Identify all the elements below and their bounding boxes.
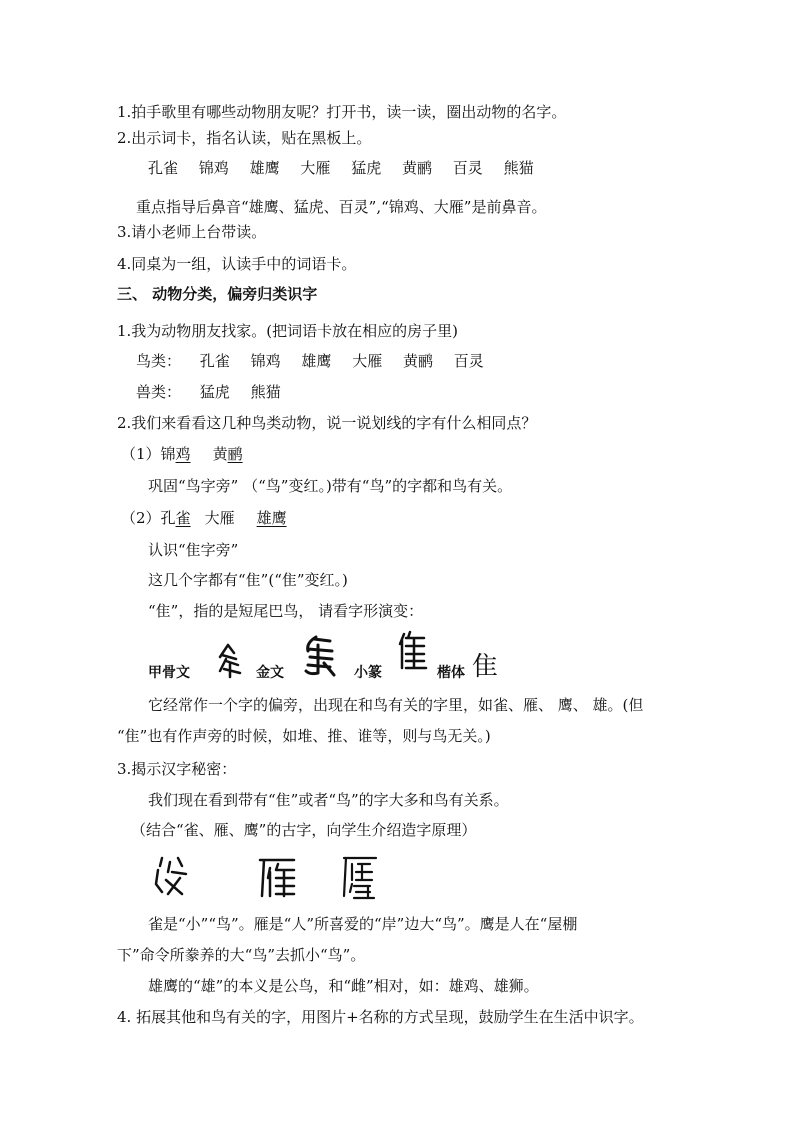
word-card-list bbox=[148, 158, 534, 178]
ancient-yan-glyph-icon bbox=[256, 854, 298, 900]
paragraph-line: 它经常作一个字的偏旁，出现在和鸟有关的字里，如雀、雁、 鹰、 雄。(但 bbox=[148, 696, 644, 714]
evo-label-seal: 小篆 bbox=[354, 665, 382, 681]
bird-category-row bbox=[136, 351, 484, 371]
paragraph-line: 1.我为动物朋友找家。(把词语卡放在相应的房子里) bbox=[117, 322, 459, 340]
paragraph-line: “隹”，指的是短尾巴鸟， 请看字形演变： bbox=[148, 602, 424, 620]
section-heading: 三、 动物分类，偏旁归类识字 bbox=[117, 285, 318, 303]
paragraph-line: “隹”也有作声旁的时候，如堆、推、谁等，则与鸟无关。) bbox=[117, 727, 491, 745]
paragraph-line: （结合“雀、雁、鹰”的古字，向学生介绍造字原理） bbox=[131, 821, 477, 839]
ancient-que-glyph-icon bbox=[152, 854, 194, 900]
paragraph-line: 下”命令所豢养的大“鸟”去抓小“鸟”。 bbox=[117, 946, 366, 964]
word-card: 黄鹂 bbox=[401, 159, 432, 177]
word-card: 熊猫 bbox=[503, 159, 534, 177]
word-card: 猛虎 bbox=[199, 383, 230, 401]
paragraph-line: 4. 拓展其他和鸟有关的字，用图片+名称的方式呈现，鼓励学生在生活中识字。 bbox=[117, 1008, 644, 1026]
underlined-char: 雀 bbox=[175, 509, 191, 527]
word-card: 孔雀 bbox=[199, 352, 230, 370]
group-2-line bbox=[121, 508, 287, 528]
word-card: 黄鹂 bbox=[402, 352, 433, 370]
underlined-char: 鹂 bbox=[227, 445, 243, 463]
paragraph-line: 认识“隹字旁” bbox=[148, 541, 239, 559]
oracle-bone-glyph-icon bbox=[214, 641, 244, 681]
paragraph-line: 3.揭示汉字秘密： bbox=[117, 760, 237, 778]
group-2-prefix: （2）孔 bbox=[121, 509, 176, 527]
word-card: 锦鸡 bbox=[198, 159, 229, 177]
beast-category-row bbox=[136, 382, 281, 402]
seal-script-glyph-icon bbox=[394, 630, 428, 670]
evo-label-regular: 楷体 bbox=[437, 665, 465, 681]
word-card: 大雁 bbox=[352, 352, 383, 370]
group-1-word: 黄 bbox=[212, 445, 228, 463]
group-1-prefix: （1）锦 bbox=[121, 445, 176, 463]
paragraph-line: 重点指导后鼻音“雄鹰、猛虎、百灵”,“锦鸡、大雁”是前鼻音。 bbox=[136, 198, 547, 216]
paragraph-line: 雀是“小”“鸟”。雁是“人”所喜爱的“岸”边大“鸟”。鹰是人在“屋棚 bbox=[148, 915, 578, 933]
paragraph-line: 2.我们来看看这几种鸟类动物，说一说划线的字有什么相同点？ bbox=[117, 414, 537, 432]
category-label: 兽类： bbox=[136, 383, 182, 401]
paragraph-line: 我们现在看到带有“隹”或者“鸟”的字大多和鸟有关系。 bbox=[148, 791, 509, 809]
underlined-word: 雄鹰 bbox=[256, 509, 287, 527]
word-card: 雄鹰 bbox=[249, 159, 280, 177]
paragraph-line: 1.拍手歌里有哪些动物朋友呢？打开书，读一读，圈出动物的名字。 bbox=[117, 103, 567, 121]
underlined-char: 鸡 bbox=[175, 445, 191, 463]
bronze-glyph-icon bbox=[298, 633, 338, 679]
word-card: 孔雀 bbox=[148, 159, 179, 177]
paragraph-line: 雄鹰的“雄”的本义是公鸟，和“雌”相对，如：雄鸡、雄狮。 bbox=[148, 977, 539, 995]
word-card: 锦鸡 bbox=[250, 352, 281, 370]
word-card: 百灵 bbox=[453, 352, 484, 370]
category-label: 鸟类： bbox=[136, 352, 182, 370]
paragraph-line: 3.请小老师上台带读。 bbox=[117, 223, 267, 241]
word-card: 大雁 bbox=[300, 159, 331, 177]
paragraph-line: 4.同桌为一组，认读手中的词语卡。 bbox=[117, 255, 357, 273]
paragraph-line: 2.出示词卡，指名认读，贴在黑板上。 bbox=[117, 129, 372, 147]
word-card: 雄鹰 bbox=[301, 352, 332, 370]
regular-script-char: 隹 bbox=[472, 652, 499, 682]
evo-label-oracle: 甲骨文 bbox=[148, 665, 190, 681]
ancient-ying-glyph-icon bbox=[340, 852, 380, 902]
evo-label-bronze: 金文 bbox=[256, 665, 284, 681]
paragraph-line: 巩固“鸟字旁” （“鸟”变红。)带有“鸟”的字都和鸟有关。 bbox=[148, 477, 513, 495]
word-card: 百灵 bbox=[452, 159, 483, 177]
group-2-word: 大雁 bbox=[204, 509, 235, 527]
word-card: 猛虎 bbox=[351, 159, 382, 177]
word-card: 熊猫 bbox=[250, 383, 281, 401]
paragraph-line: 这几个字都有“隹”(“隹”变红。) bbox=[148, 571, 348, 589]
group-1-line bbox=[121, 444, 243, 464]
